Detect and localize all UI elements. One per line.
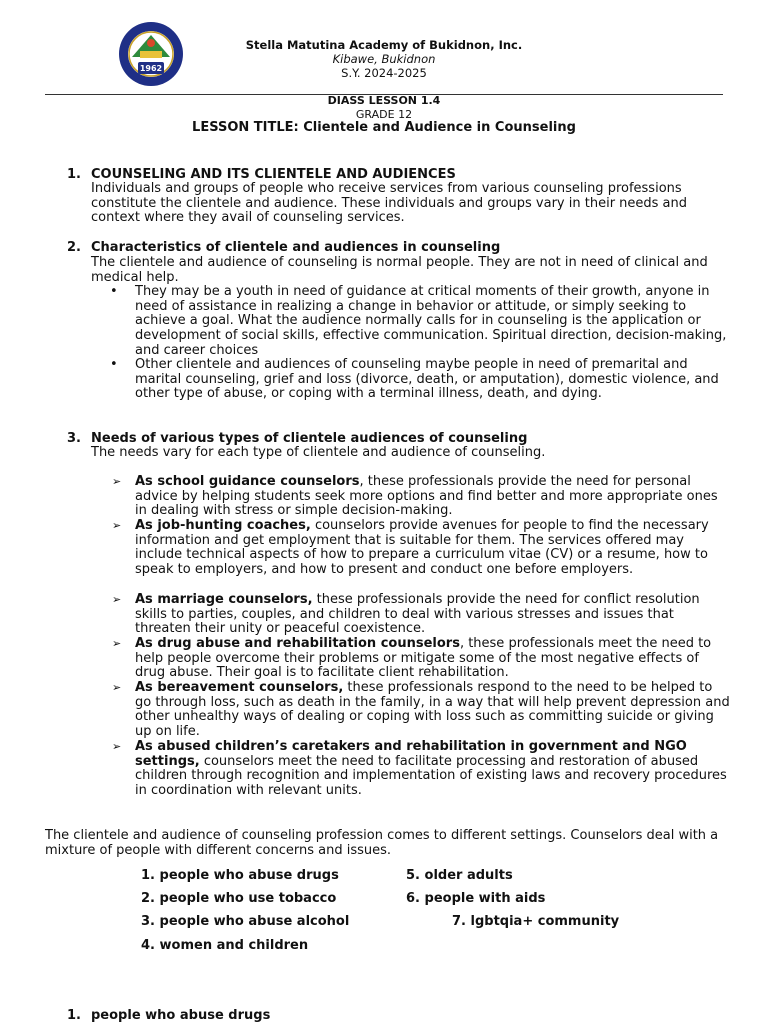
group-item: 1. people who abuse drugs [141, 868, 339, 883]
need-description: these professionals provide the need for conflict resolution skills to parties, couples, and children to deal with various stresses and issues that threaten their unity or peaceful coexistence. [135, 592, 700, 637]
section-2-bullet: Other clientele and audiences of counseling maybe people in need of premarital and marital counseling, grief and loss (divorce, death, or amputation), domestic violence, and other type of abuse, or coping with a terminal illness, death, and dying. [135, 357, 719, 402]
lesson-number: DIASS LESSON 1.4 [327, 94, 441, 107]
need-description: , these professionals meet the need to help people overcome their problems or mitigate some of the most negative effects of drug abuse. Their goal is to facilitate client rehabilitation. [135, 636, 712, 681]
need-item [135, 637, 731, 681]
need-role: As job-hunting coaches, [135, 518, 311, 533]
need-role: As bereavement counselors, [135, 680, 344, 695]
need-item [135, 740, 731, 799]
arrow-bullet-icon: ➢ [112, 593, 122, 606]
section-3-title: Needs of various types of clientele audiences of counseling [91, 431, 528, 446]
group-item: 5. older adults [406, 868, 513, 883]
school-town: Kibawe, Bukidnon [332, 52, 436, 66]
bullet-icon: • [110, 284, 118, 299]
lesson-title: LESSON TITLE: Clientele and Audience in Counseling [192, 120, 576, 135]
section-2-bullet: They may be a youth in need of guidance at critical moments of their growth, anyone in need of assistance in realizing a change in behavior or attitude, or simply seeking to achieve a goal. What the audience normally calls for in counseling is the application or development of social skills, effective communication. Spiritual direction, decision-making, and career choices [135, 284, 727, 358]
group-item: 2. people who use tobacco [141, 891, 337, 906]
section-2-title: Characteristics of clientele and audiences in counseling [91, 240, 501, 255]
seal-year: 1962 [139, 64, 163, 73]
arrow-bullet-icon: ➢ [112, 637, 122, 650]
arrow-bullet-icon: ➢ [112, 740, 122, 753]
need-item [135, 681, 731, 740]
need-description: these professionals respond to the need to be helped to go through loss, such as death in the family, in a way that will help prevent depression and other unhealthy ways of dealing or coping with loss such as committing suicide or giving up on life. [135, 680, 730, 740]
need-role: As school guidance counselors [135, 474, 360, 489]
group-item: 6. people with aids [406, 891, 546, 906]
section-2-number: 2. [67, 240, 81, 255]
need-description: counselors provide avenues for people to find the necessary information and get employment that is suitable for them. The services offered may include technical aspects of how to prepare a curriculum vitae (CV) or a resume, how to speak to employers, and how to present and conduct one before employers. [135, 518, 709, 578]
arrow-bullet-icon: ➢ [112, 681, 122, 694]
school-name: Stella Matutina Academy of Bukidnon, Inc. [245, 38, 523, 52]
arrow-bullet-icon: ➢ [112, 519, 122, 532]
arrow-bullet-icon: ➢ [112, 475, 122, 488]
group-item: 7. lgbtqia+ community [452, 914, 620, 929]
need-description: , these professionals provide the need for personal advice by helping students seek more options and find better and more appropriate ones in dealing with stress or simple decision-making. [135, 474, 718, 519]
next-section-title: people who abuse drugs [91, 1008, 271, 1023]
need-item [135, 593, 731, 637]
section-1-title: COUNSELING AND ITS CLIENTELE AND AUDIENCES [91, 167, 456, 182]
next-section-number: 1. [67, 1008, 81, 1023]
need-item [135, 519, 731, 578]
section-2-text: The clientele and audience of counseling is normal people. They are not in need of clinical and medical help. [91, 255, 708, 285]
need-role: As abused children’s caretakers and rehabilitation in government and NGO settings, [135, 739, 687, 769]
need-role: As marriage counselors, [135, 592, 313, 607]
settings-paragraph: The clientele and audience of counseling profession comes to different settings. Counselors deal with a mixture of people with different concerns and issues. [45, 828, 719, 858]
section-1-number: 1. [67, 167, 81, 182]
need-item [135, 475, 731, 519]
section-3-number: 3. [67, 431, 81, 446]
bullet-icon: • [110, 357, 118, 372]
group-item: 4. women and children [141, 938, 309, 953]
section-1-text: Individuals and groups of people who receive services from various counseling professions constitute the clientele and audience. These individuals and groups vary in their needs and context where they avail of counseling services. [91, 181, 688, 226]
section-3-text: The needs vary for each type of clientele and audience of counseling. [91, 445, 546, 460]
grade-level: GRADE 12 [355, 108, 413, 121]
need-description: counselors meet the need to facilitate processing and restoration of abused children through recognition and implementation of existing laws and recovery procedures in coordination with relevant units. [135, 753, 727, 799]
need-role: As drug abuse and rehabilitation counselors [135, 636, 460, 651]
group-item: 3. people who abuse alcohol [141, 914, 350, 929]
school-year: S.Y. 2024-2025 [341, 66, 427, 80]
